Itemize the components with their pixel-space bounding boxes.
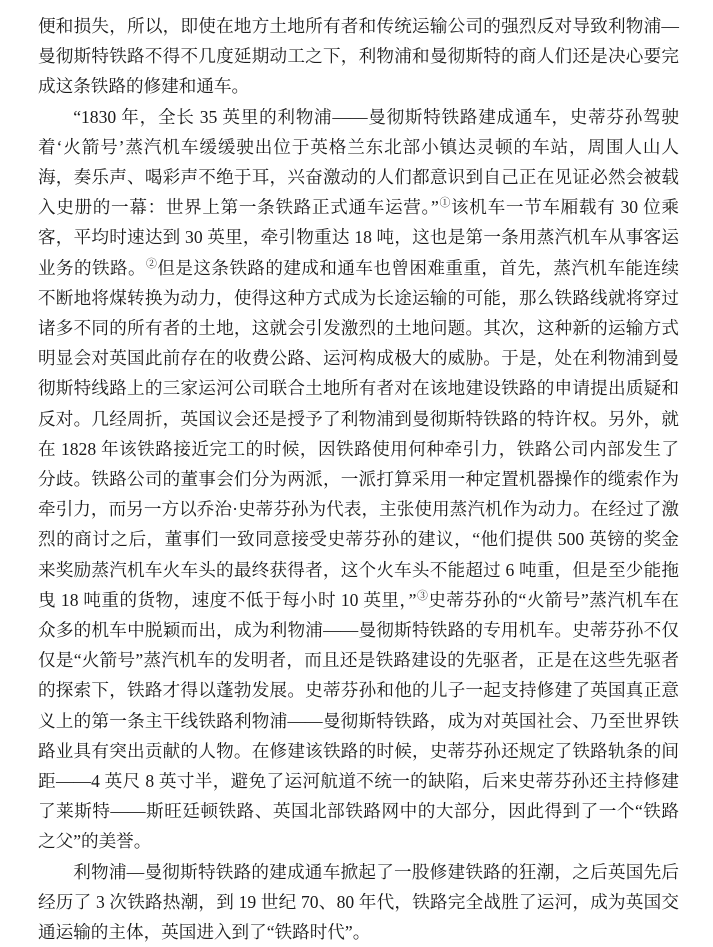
paragraph xyxy=(38,857,679,947)
footnote-ref: ② xyxy=(146,257,158,270)
text-run: 利物浦—曼彻斯特铁路的建成通车掀起了一股修建铁路的狂潮，之后英国先后经历了 3 次铁路热潮，到 19 世纪 70、80 年代，铁路完全战胜了运河，成为英国交通运输的主体，英国进入到了“铁路时代”。 xyxy=(38,861,679,943)
paragraph xyxy=(38,11,679,102)
text-run: 史蒂芬孙的“火箭号”蒸汽机车在众多的机车中脱颖而出，成为利物浦——曼彻斯特铁路的专用机车。史蒂芬孙不仅仅是“火箭号”蒸汽机车的发明者，而且还是铁路建设的先驱者，正是在这些先驱者的探索下，铁路才得以蓬勃发展。史蒂芬孙和他的儿子一起支持修建了英国真正意义上的第一条主干线铁路利物浦——曼彻斯特铁路，成为对英国社会、乃至世界铁路业具有突出贡献的人物。在修建该铁路的时候，史蒂芬孙还规定了铁路轨条的间距——4 英尺 8 英寸半，避免了运河航道不统一的缺陷，后来史蒂芬孙还主持修建了莱斯特——斯旺廷顿铁路、英国北部铁路网中的大部分，因此得到了一个“铁路之父”的美誉。 xyxy=(38,589,680,852)
footnote-ref: ③ xyxy=(416,590,429,602)
text-run: 该机车一节车厢载有 30 位乘客，平均时速达到 30 英里，牵引物重达 18 吨，这也是第一条用蒸汽机车从事客运业务的铁路。 xyxy=(38,197,679,278)
text-run: 但是这条铁路的建成和通车也曾困难重重，首先，蒸汽机车能连续不断地将煤转换为动力，使得这种方式成为长途运输的可能，那么铁路线就将穿过诸多不同的所有者的土地，这就会引发激烈的土地问题。其次，这种新的运输方式明显会对英国此前存在的收费公路、运河构成极大的威胁。于是，处在利物浦到曼彻斯特线路上的三家运河公司联合土地所有者对在该地建设铁路的申请提出质疑和反对。几经周折，英国议会还是授予了利物浦到曼彻斯特铁路的特许权。另外，就在 1828 年该铁路接近完工的时候，因铁路使用何种牵引力，铁路公司内部发生了分歧。铁路公司的董事会们分为两派，一派打算采用一种定置机器操作的缆索作为牵引力，而另一方以乔治·史蒂芬孙为代表，主张使用蒸汽机作为动力。在经过了激烈的商讨之后，董事们一致同意接受史蒂芬孙的建议，“他们提供 500 英镑的奖金来奖励蒸汽机车火车头的最终获得者，这个火车头不能超过 6 吨重，但是至少能拖曳 18 吨重的货物，速度不低于每小时 10 英里，” xyxy=(38,257,679,610)
text-run: 便和损失，所以，即使在地方土地所有者和传统运输公司的强烈反对导致利物浦—曼彻斯特铁路不得不几度延期动工之下，利物浦和曼彻斯特的商人们还是决心要完成这条铁路的修建和通车。 xyxy=(38,16,679,97)
text-run: “1830 年，全长 35 英里的利物浦——曼彻斯特铁路建成通车，史蒂芬孙驾驶着‘火箭号’蒸汽机车缓缓驶出位于英格兰东北部小镇达灵顿的车站，周围人山人海，奏乐声、喝彩声不绝于耳，兴奋激动的人们都意识到自己正在见证必然会被载入史册的一幕：世界上第一条铁路正式通车运营。” xyxy=(38,106,679,218)
footnote-ref: ① xyxy=(438,197,452,210)
paragraph xyxy=(38,102,679,857)
document-body xyxy=(38,11,679,947)
